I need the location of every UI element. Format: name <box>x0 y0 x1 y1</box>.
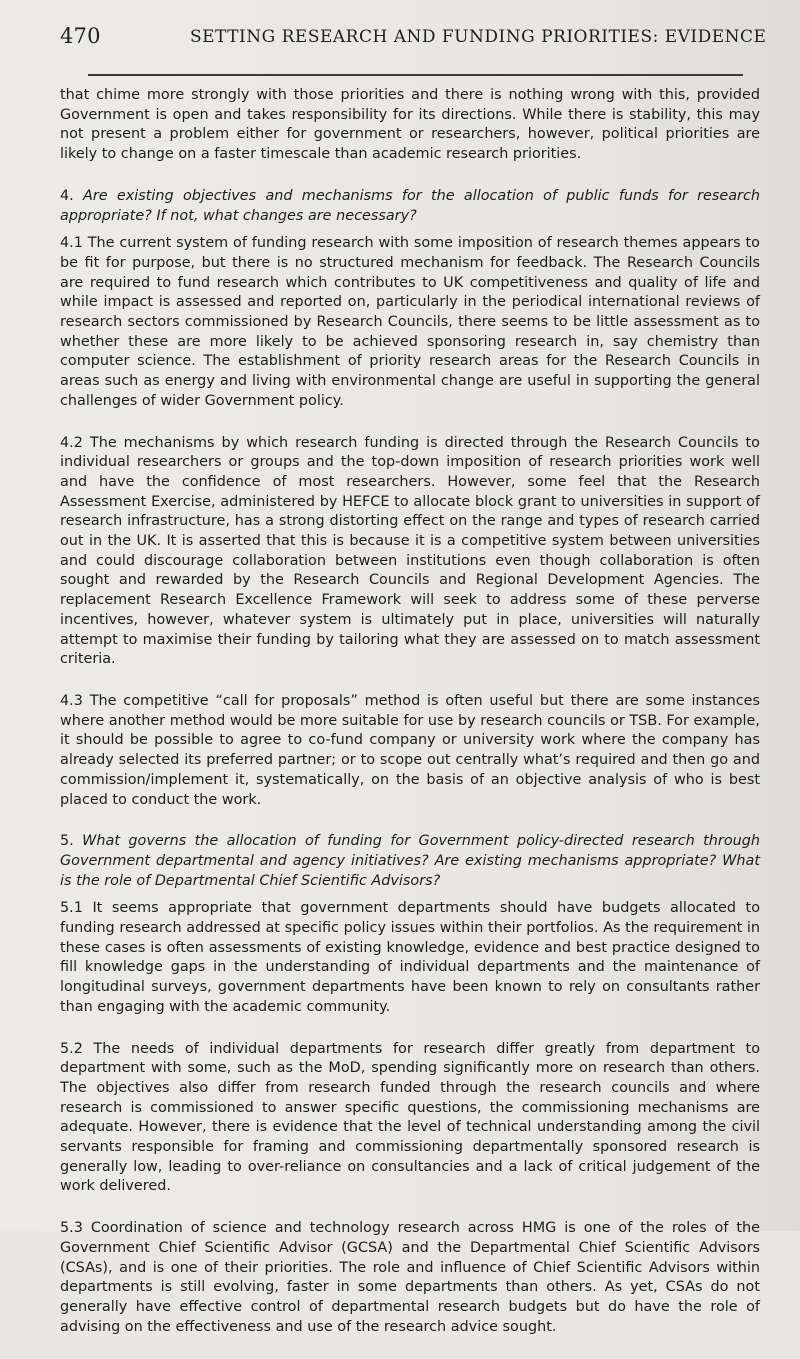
document-body <box>60 86 760 1359</box>
paragraph-4-2: 4.2 The mechanisms by which research funding is directed through the Research Councils to individual researchers or groups and the top-down imposition of research priorities work well and have the confidence of most researchers. However, some feel that the Research Assessment Exercise, administered by HEFCE to allocate block grant to universities in support of research infrastructure, has a strong distorting effect on the range and types of research carried out in the UK. It is asserted that this is because it is a competitive system between universities and could discourage collaboration between institutions even though collaboration is often sought and rewarded by the Research Councils and Regional Development Agencies. The replacement Research Excellence Framework will seek to address some of these perverse incentives, however, whatever system is ultimately put in place, universities will naturally attempt to maximise their funding by tailoring what they are assessed on to match assessment criteria. <box>60 434 760 668</box>
paragraph-5-1: 5.1 It seems appropriate that government departments should have budgets allocated to funding research addressed at specific policy issues within their portfolios. As the requirement in these cases is often assessments of existing knowledge, evidence and best practice designed to fill knowledge gaps in the understanding of individual departments and the maintenance of longitudinal surveys, government departments have been known to rely on consultants rather than engaging with the academic community. <box>60 900 760 1015</box>
question-5-text: What governs the allocation of funding for Government policy-directed research through Government departmental and agency initiatives? Are existing mechanisms appropriate? What is the role of Departmental Chief Scientific Advisors? <box>60 833 760 889</box>
paragraph-continuation: that chime more strongly with those priorities and there is nothing wrong with this, provided Government is open and takes responsibility for its directions. While there is stability, this may not present a problem either for government or researchers, however, political priorities are likely to change on a faster timescale than academic research priorities. <box>60 87 760 163</box>
running-head <box>60 24 767 54</box>
page-number: 470 <box>60 24 101 48</box>
header-rule <box>88 74 743 76</box>
question-5 <box>60 832 760 891</box>
question-4-text: Are existing objectives and mechanisms for the allocation of public funds for research appropriate? If not, what changes are necessary? <box>60 187 760 224</box>
question-4 <box>60 187 760 226</box>
paragraph-4-3: 4.3 The competitive “call for proposals” method is often useful but there are some instances where another method would be more suitable for use by research councils or TSB. For example, it should be possible to agree to co-fund company or university work where the company has already selected its preferred partner; or to scope out centrally what’s required and then go and commission/implement it, systematically, on the basis of an objective analysis of who is best placed to conduct the work. <box>60 692 760 808</box>
question-5-number: 5. <box>60 833 74 850</box>
question-4-number: 4. <box>60 187 74 204</box>
paragraph-5-2: 5.2 The needs of individual departments for research differ greatly from department to department with some, such as the MoD, spending significantly more on research than others. The objectives also differ from research funded through the research councils and where research is commissioned to answer specific questions, the commissioning mechanisms are adequate. However, there is evidence that the level of technical understanding among the civil servants responsible for framing and commissioning departmentally sponsored research is generally low, leading to over-reliance on consultancies and a lack of critical judgement of the work delivered. <box>60 1040 760 1195</box>
paragraph-5-3: 5.3 Coordination of science and technology research across HMG is one of the roles of the Government Chief Scientific Advisor (GCSA) and the Departmental Chief Scientific Advisors (CSAs), and is one of their priorities. The role and influence of Chief Scientific Advisors within departments is still evolving, faster in some departments than others. As yet, CSAs do not generally have effective control of departmental research budgets but do have the role of advising on the effectiveness and use of the research advice sought. <box>60 1220 760 1335</box>
running-head-title: SETTING RESEARCH AND FUNDING PRIORITIES: EVIDENCE <box>190 27 767 47</box>
paragraph-4-1: 4.1 The current system of funding research with some imposition of research themes appears to be fit for purpose, but there is no structured mechanism for feedback. The Research Councils are required to fund research which contributes to UK competitiveness and quality of life and while impact is assessed and reported on, particularly in the periodical international reviews of research sectors commissioned by Research Councils, there seems to be little assessment as to whether these are more likely to be achieved sponsoring research in, say chemistry than computer science. The establishment of priority research areas for the Research Councils in areas such as energy and living with environmental change are useful in supporting the general challenges of wider Government policy. <box>60 235 760 409</box>
